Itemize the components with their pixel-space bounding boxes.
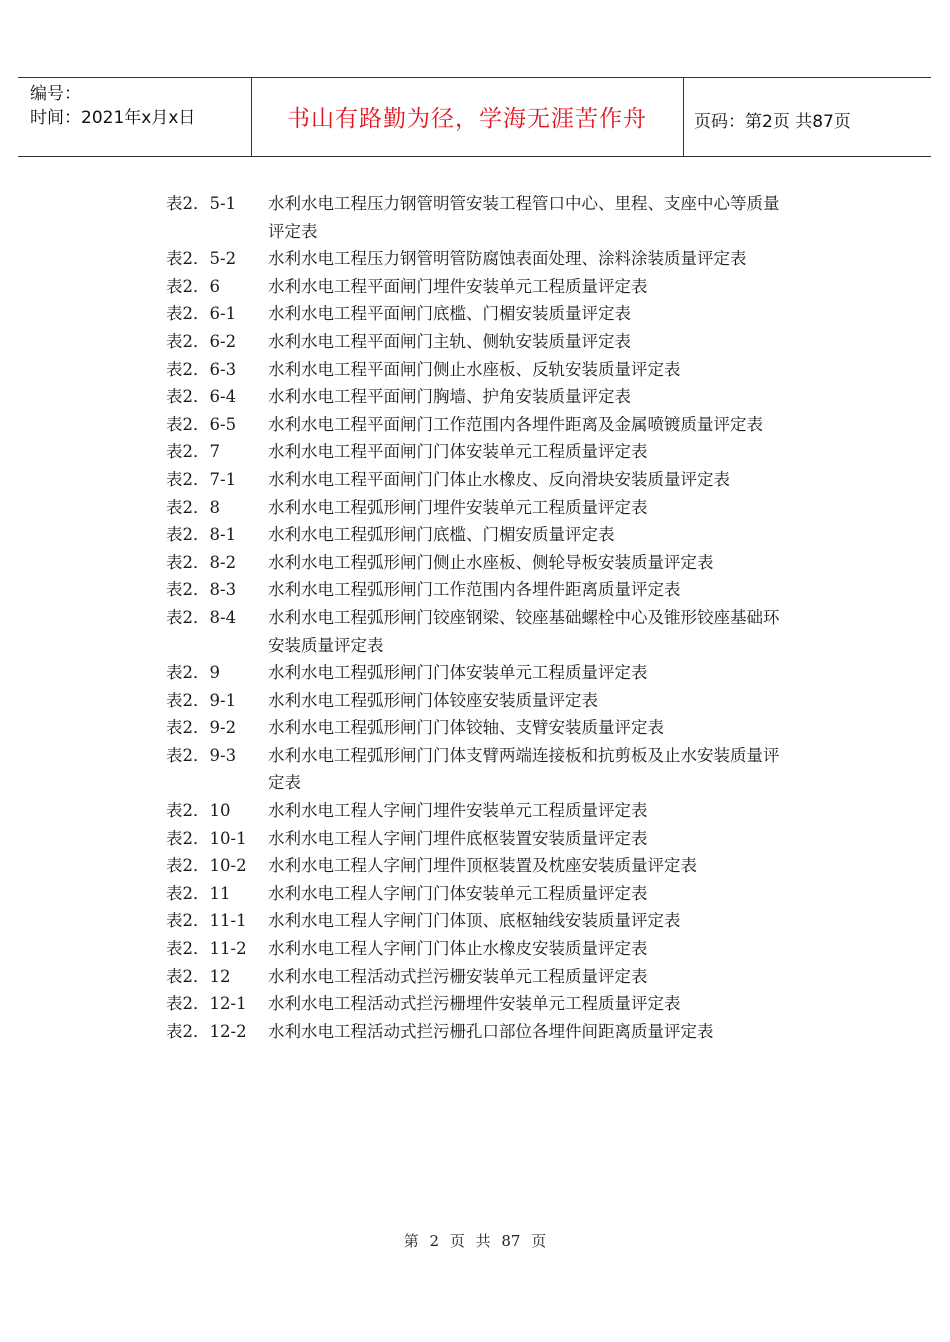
toc-entry-title: 水利水电工程压力钢管明管安装工程管口中心、里程、支座中心等质量评定表: [268, 194, 780, 241]
toc-entry: [166, 825, 806, 853]
toc-entry: [166, 604, 806, 659]
toc-entry-title: 水利水电工程弧形闸门门体铰轴、支臂安装质量评定表: [268, 718, 664, 738]
toc-entry: [166, 356, 806, 384]
toc-entry: [166, 576, 806, 604]
toc-entry-number: 表2．8-3: [166, 580, 237, 600]
toc-entry-number: 表2．7-1: [166, 469, 237, 489]
toc-entry-title: 水利水电工程人字闸门埋件安装单元工程质量评定表: [268, 801, 648, 821]
toc-entry: [166, 990, 806, 1018]
toc-entry-title: 水利水电工程平面闸门工作范围内各埋件距离及金属喷镀质量评定表: [268, 414, 763, 434]
toc-entry-title: 水利水电工程平面闸门胸墙、护角安装质量评定表: [268, 387, 631, 407]
toc-entry: [166, 245, 806, 273]
toc-entry-title: 水利水电工程弧形闸门体铰座安装质量评定表: [268, 690, 598, 710]
toc-entry: [166, 411, 806, 439]
toc-entry: [166, 1018, 806, 1046]
toc-entry: [166, 963, 806, 991]
toc-list: [166, 190, 806, 1045]
toc-entry: [166, 797, 806, 825]
toc-entry: [166, 466, 806, 494]
toc-entry-number: 表2．11: [166, 883, 231, 903]
header-divider-right: [683, 77, 684, 156]
toc-entry-title: 水利水电工程压力钢管明管防腐蚀表面处理、涂料涂装质量评定表: [268, 249, 747, 269]
toc-entry-title: 水利水电工程弧形闸门侧止水座板、侧轮导板安装质量评定表: [268, 552, 714, 572]
toc-entry: [166, 190, 806, 245]
toc-entry-title: 水利水电工程人字闸门门体安装单元工程质量评定表: [268, 883, 648, 903]
toc-entry-number: 表2．5-2: [166, 249, 237, 269]
header-motto: 书山有路勤为径，学海无涯苦作舟: [287, 106, 647, 132]
toc-entry-title: 水利水电工程平面闸门侧止水座板、反轨安装质量评定表: [268, 359, 681, 379]
toc-entry: [166, 852, 806, 880]
toc-entry: [166, 438, 806, 466]
toc-entry: [166, 300, 806, 328]
toc-entry-number: 表2．5-1: [166, 194, 237, 213]
toc-entry-number: 表2．9-1: [166, 690, 237, 710]
toc-entry: [166, 714, 806, 742]
toc-entry-number: 表2．12-2: [166, 1021, 247, 1041]
toc-entry-title: 水利水电工程弧形闸门铰座钢梁、铰座基础螺栓中心及锥形铰座基础环安装质量评定表: [268, 607, 780, 655]
toc-entry-number: 表2．12: [166, 966, 231, 986]
toc-entry: [166, 328, 806, 356]
toc-entry-number: 表2．7: [166, 442, 220, 462]
toc-entry-title: 水利水电工程平面闸门门体止水橡皮、反向滑块安装质量评定表: [268, 469, 730, 489]
toc-entry-number: 表2．6-2: [166, 331, 237, 351]
toc-entry-number: 表2．6-4: [166, 387, 237, 407]
toc-entry-number: 表2．6: [166, 276, 220, 296]
toc-entry-number: 表2．8-4: [166, 607, 237, 627]
header-top-rule: [18, 77, 931, 78]
toc-entry-number: 表2．6-5: [166, 414, 237, 434]
toc-entry: [166, 687, 806, 715]
toc-entry: [166, 659, 806, 687]
toc-entry-title: 水利水电工程弧形闸门底槛、门楣安质量评定表: [268, 525, 615, 545]
toc-entry-title: 水利水电工程平面闸门埋件安装单元工程质量评定表: [268, 276, 648, 296]
toc-entry-number: 表2．11-1: [166, 911, 247, 931]
toc-entry: [166, 273, 806, 301]
toc-entry: [166, 521, 806, 549]
toc-entry-title: 水利水电工程弧形闸门工作范围内各埋件距离质量评定表: [268, 580, 681, 600]
header-meta: [30, 82, 195, 130]
toc-entry-title: 水利水电工程活动式拦污栅埋件安装单元工程质量评定表: [268, 994, 681, 1014]
header-bottom-rule: [18, 156, 931, 157]
toc-entry-number: 表2．9-2: [166, 718, 237, 738]
toc-entry-number: 表2．8-2: [166, 552, 237, 572]
toc-entry-title: 水利水电工程平面闸门主轨、侧轨安装质量评定表: [268, 331, 631, 351]
toc-entry-title: 水利水电工程弧形闸门门体安装单元工程质量评定表: [268, 663, 648, 683]
header-number-label: 编号：: [30, 84, 81, 104]
toc-entry-number: 表2．8: [166, 497, 220, 517]
toc-entry-number: 表2．10-1: [166, 828, 247, 848]
toc-entry-number: 表2．8-1: [166, 525, 237, 545]
header-page-info: 页码：第2页 共87页: [694, 112, 851, 132]
toc-entry: [166, 549, 806, 577]
toc-entry: [166, 742, 806, 797]
toc-entry-number: 表2．12-1: [166, 994, 247, 1014]
toc-entry-number: 表2．9-3: [166, 745, 237, 765]
toc-entry-title: 水利水电工程活动式拦污栅安装单元工程质量评定表: [268, 966, 648, 986]
header-time-label: 时间：2021年x月x日: [30, 108, 196, 128]
toc-entry-title: 水利水电工程人字闸门门体顶、底枢轴线安装质量评定表: [268, 911, 681, 931]
toc-entry: [166, 935, 806, 963]
toc-entry: [166, 383, 806, 411]
toc-entry-title: 水利水电工程弧形闸门埋件安装单元工程质量评定表: [268, 497, 648, 517]
toc-entry-number: 表2．6-3: [166, 359, 237, 379]
toc-entry-title: 水利水电工程平面闸门门体安装单元工程质量评定表: [268, 442, 648, 462]
toc-entry-number: 表2．10-2: [166, 856, 247, 876]
toc-entry-number: 表2．9: [166, 663, 220, 683]
toc-entry-number: 表2．10: [166, 801, 231, 821]
toc-entry: [166, 880, 806, 908]
toc-entry: [166, 494, 806, 522]
toc-entry-title: 水利水电工程弧形闸门门体支臂两端连接板和抗剪板及止水安装质量评定表: [268, 745, 780, 793]
toc-entry-title: 水利水电工程人字闸门门体止水橡皮安装质量评定表: [268, 939, 648, 959]
toc-entry-title: 水利水电工程平面闸门底槛、门楣安装质量评定表: [268, 304, 631, 324]
toc-entry-title: 水利水电工程人字闸门埋件底枢装置安装质量评定表: [268, 828, 648, 848]
toc-entry-title: 水利水电工程人字闸门埋件顶枢装置及枕座安装质量评定表: [268, 856, 697, 876]
toc-entry: [166, 907, 806, 935]
toc-entry-title: 水利水电工程活动式拦污栅孔口部位各埋件间距离质量评定表: [268, 1021, 714, 1041]
page-footer: 第 2 页 共 87 页: [403, 1232, 547, 1250]
toc-entry-number: 表2．6-1: [166, 304, 237, 324]
toc-entry-number: 表2．11-2: [166, 939, 247, 959]
